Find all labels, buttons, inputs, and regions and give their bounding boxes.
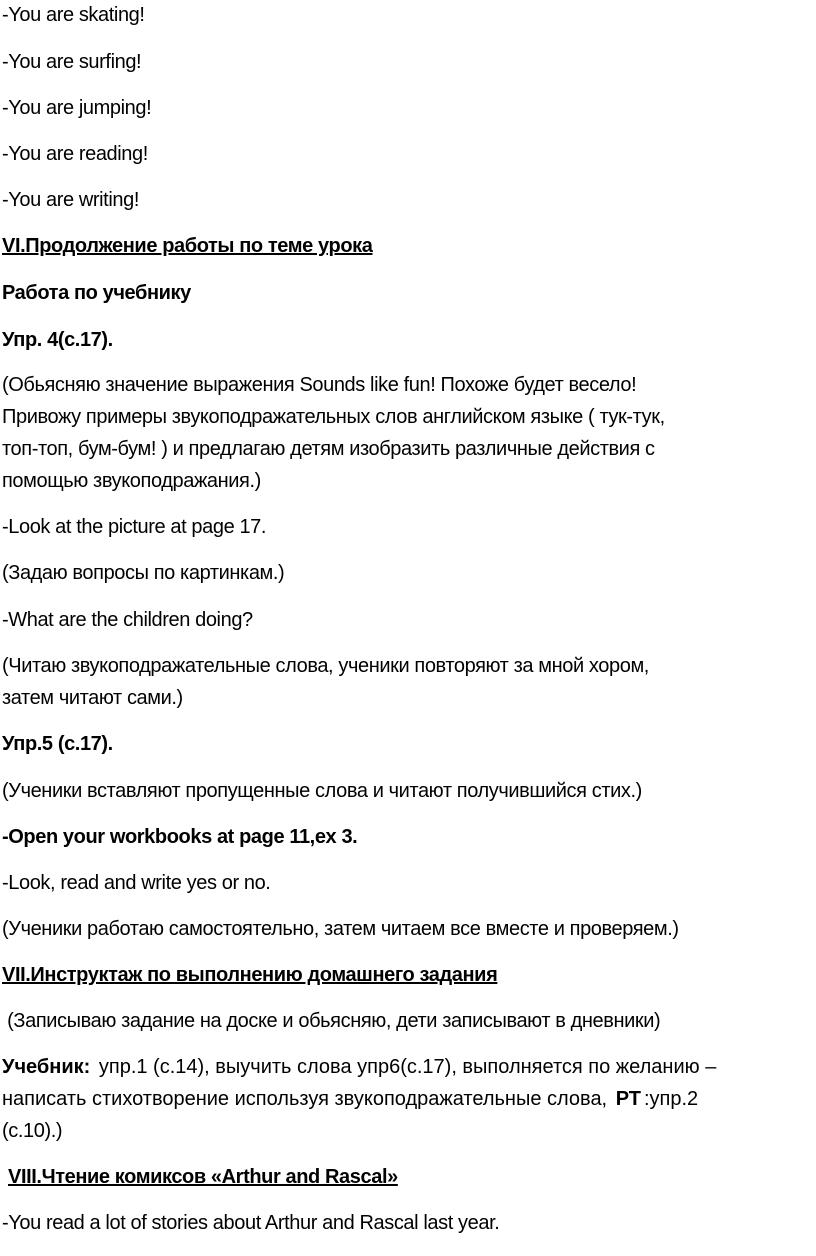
paragraph-line bbox=[2, 1083, 716, 1115]
line-last: -You read a lot of stories about Arthur and Rascal last year. bbox=[2, 1212, 500, 1234]
paragraph-line: (Читаю звукоподражательные слова, ученики повторяют за мной хором, bbox=[2, 655, 649, 677]
paragraph-line: Привожу примеры звукоподражательных слов английском языке ( тук-тук, bbox=[2, 406, 665, 428]
line-open-workbooks: -Open your workbooks at page 11,ex 3. bbox=[2, 826, 358, 848]
paragraph-line: (с.10).) bbox=[2, 1120, 63, 1142]
exercise-5-heading: Упр.5 (с.17). bbox=[2, 733, 113, 755]
paragraph-line: помощью звукоподражания.) bbox=[2, 470, 261, 492]
homework-label: Учебник: bbox=[2, 1056, 91, 1078]
homework-text: написать стихотворение используя звукоподражательные слова, bbox=[2, 1088, 613, 1110]
paragraph-homework bbox=[2, 1051, 716, 1147]
paragraph-line: затем читают сами.) bbox=[2, 687, 183, 709]
paragraph-line: топ-топ, бум-бум! ) и предлагаю детям изобразить различные действия с bbox=[2, 438, 655, 460]
paragraph-line bbox=[2, 1051, 716, 1083]
paragraph-line: (Обьясняю значение выражения Sounds like fun! Похоже будет весело! bbox=[2, 374, 637, 396]
line-look-read-write: -Look, read and write yes or no. bbox=[2, 872, 271, 894]
line-surfing: -You are surfing! bbox=[2, 51, 142, 73]
line-reading: -You are reading! bbox=[2, 143, 148, 165]
exercise-4-heading: Упр. 4(с.17). bbox=[2, 329, 113, 351]
line-writing: -You are writing! bbox=[2, 189, 139, 211]
line-write-task: (Записываю задание на доске и обьясняю, дети записывают в дневники) bbox=[2, 1010, 661, 1032]
section-heading-7: VII.Инструктаж по выполнению домашнего задания bbox=[2, 964, 498, 986]
line-self-work: (Ученики работаю самостоятельно, затем читаем все вместе и проверяем.) bbox=[2, 918, 679, 940]
section-heading-8: VIII.Чтение комиксов «Arthur and Rascal» bbox=[8, 1166, 398, 1188]
line-skating: -You are skating! bbox=[2, 4, 145, 26]
paragraph-explain bbox=[2, 369, 665, 497]
line-what-doing: -What are the children doing? bbox=[2, 609, 253, 631]
line-ask-questions: (Задаю вопросы по картинкам.) bbox=[2, 562, 285, 584]
section-heading-6: VI.Продолжение работы по теме урока bbox=[2, 235, 373, 257]
workbook-label: РТ bbox=[615, 1088, 641, 1110]
subheading-textbook: Работа по учебнику bbox=[2, 282, 191, 304]
homework-text: :упр.2 bbox=[643, 1088, 699, 1110]
line-look-picture: -Look at the picture at page 17. bbox=[2, 516, 267, 538]
line-insert-words: (Ученики вставляют пропущенные слова и читают получившийся стих.) bbox=[2, 780, 642, 802]
homework-text: упр.1 (с.14), выучить слова упр6(с.17), выполняется по желанию – bbox=[93, 1056, 717, 1078]
line-jumping: -You are jumping! bbox=[2, 97, 152, 119]
paragraph-read bbox=[2, 650, 649, 714]
